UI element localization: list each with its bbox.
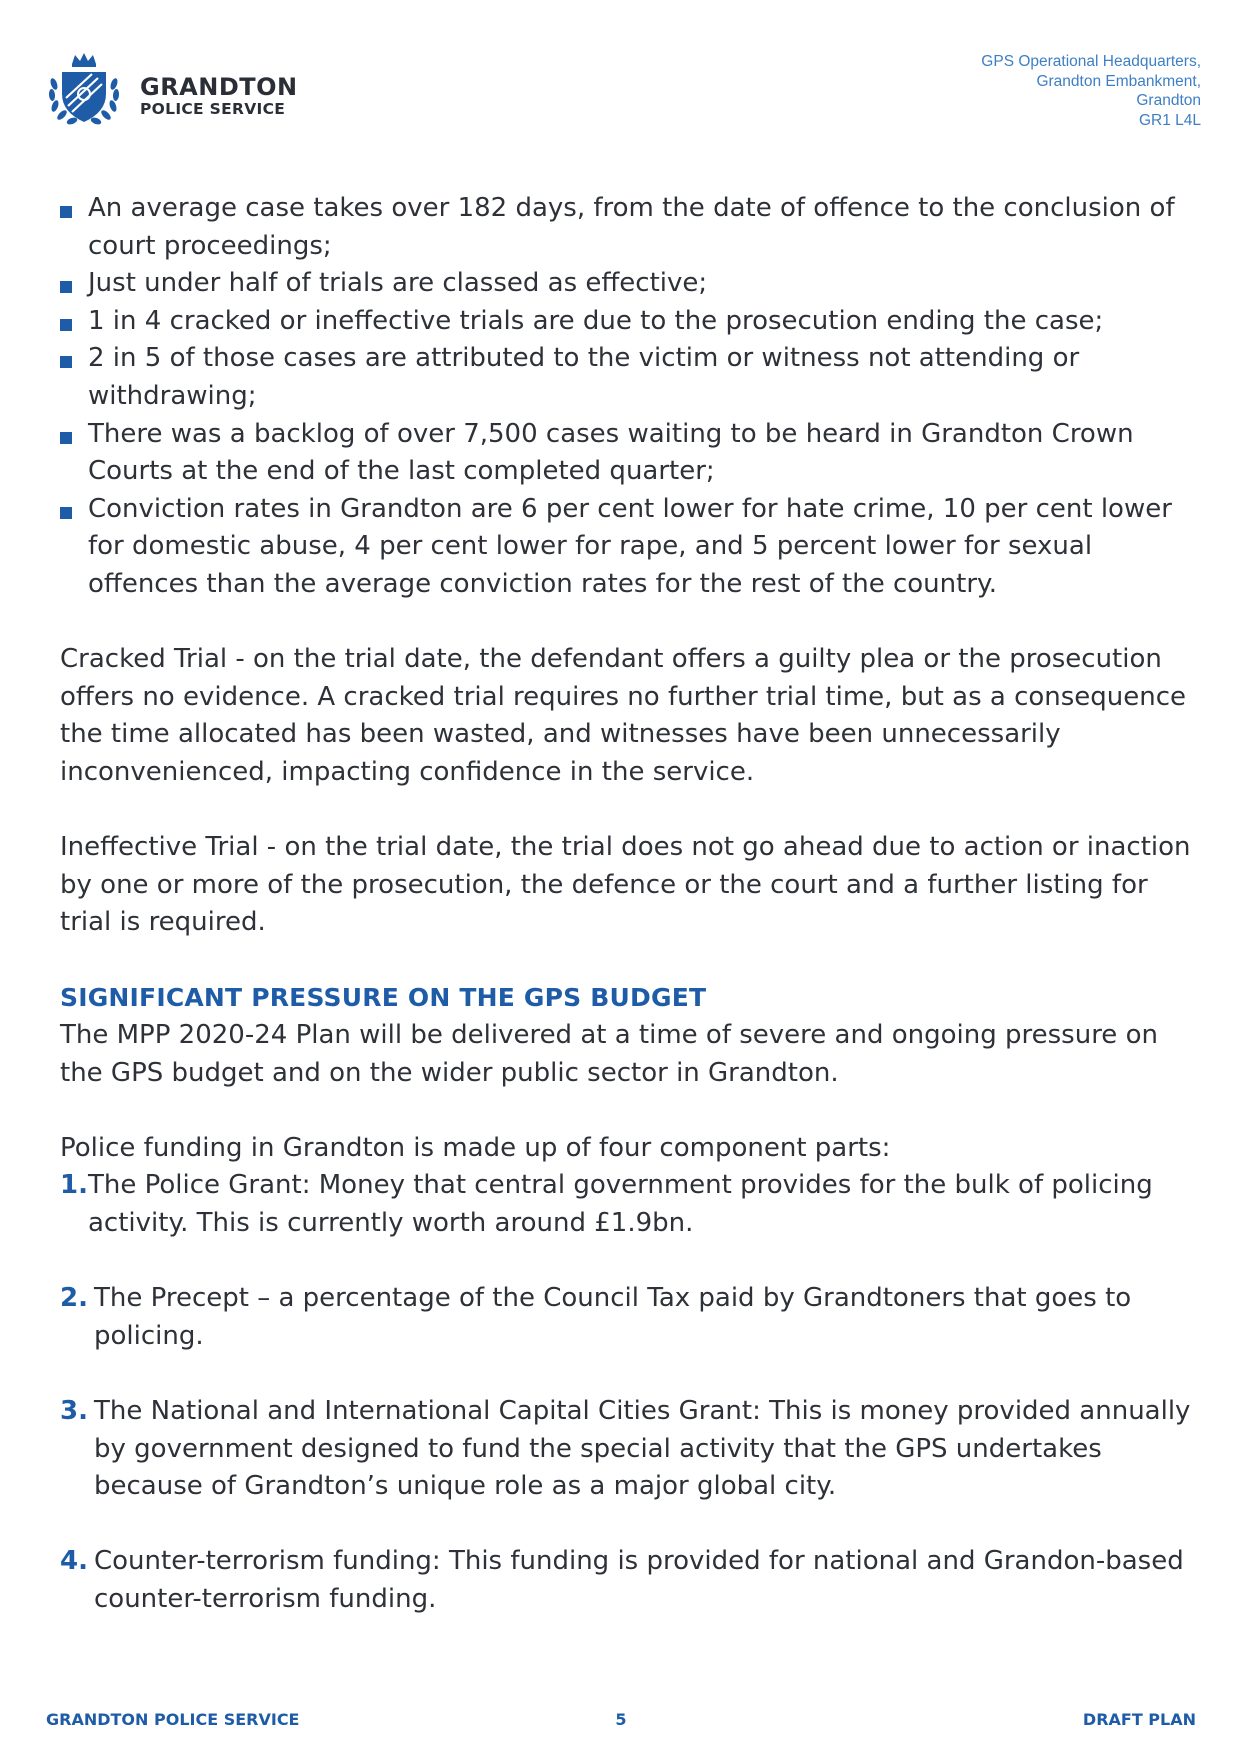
item-text: Counter-terrorism funding: This funding is provided for national and Grandon-based counter-terrorism funding. bbox=[94, 1546, 1184, 1614]
logo-wordmark bbox=[140, 74, 298, 118]
section-heading: SIGNIFICANT PRESSURE ON THE GPS BUDGET bbox=[60, 983, 707, 1013]
logo-line1: GRANDTON bbox=[140, 73, 298, 101]
funding-item bbox=[60, 1167, 1200, 1242]
header-logo bbox=[44, 50, 324, 130]
statistics-list bbox=[60, 190, 1200, 604]
item-number: 1. bbox=[60, 1170, 88, 1201]
bullet-square-icon bbox=[60, 356, 72, 368]
address-line: GR1 L4L bbox=[1138, 111, 1201, 129]
section-intro: The MPP 2020-24 Plan will be delivered at a time of severe and ongoing pressure on the GPS budget and on the wider public sector in Grandton. bbox=[60, 1020, 1158, 1088]
funding-lead: Police funding in Grandton is made up of four component parts: bbox=[60, 1132, 891, 1163]
page-body bbox=[60, 190, 1200, 1619]
item-number: 2. bbox=[60, 1283, 88, 1314]
bullet-square-icon bbox=[60, 206, 72, 218]
item-text: The National and International Capital Cities Grant: This is money provided annually by government designed to fund the special activity that the GPS undertakes because of Grandton’s unique role as a major global city. bbox=[94, 1396, 1191, 1502]
bullet-square-icon bbox=[60, 281, 72, 293]
funding-item bbox=[60, 1393, 1200, 1506]
funding-item bbox=[60, 1280, 1200, 1355]
list-item: Conviction rates in Grandton are 6 per cent lower for hate crime, 10 per cent lower for domestic abuse, 4 per cent lower for rape, and 5 percent lower for sexual offences than the average conviction rates for the rest of the country. bbox=[60, 491, 1200, 604]
bullet-square-icon bbox=[60, 432, 72, 444]
footer-organisation: GRANDTON POLICE SERVICE bbox=[46, 1710, 300, 1729]
item-number: 4. bbox=[60, 1546, 88, 1577]
list-item: 1 in 4 cracked or ineffective trials are due to the prosecution ending the case; bbox=[60, 303, 1200, 341]
list-item: 2 in 5 of those cases are attributed to the victim or witness not attending or withdrawing; bbox=[60, 340, 1200, 415]
address-line: Grandton bbox=[1136, 92, 1201, 109]
item-number: 3. bbox=[60, 1396, 88, 1426]
cracked-trial-definition: Cracked Trial - on the trial date, the defendant offers a guilty plea or the prosecution offers no evidence. A cracked trial requires no further trial time, but as a consequence the time allocated has been wasted, and witnesses have been unnecessarily inconvenienced, impacting confidence in the service. bbox=[60, 644, 1187, 787]
item-text: The Precept – a percentage of the Council Tax paid by Grandtoners that goes to policing. bbox=[94, 1283, 1132, 1351]
list-item: An average case takes over 182 days, from the date of offence to the conclusion of court proceedings; bbox=[60, 190, 1200, 265]
logo-line2: POLICE SERVICE bbox=[140, 100, 286, 118]
bullet-square-icon bbox=[60, 319, 72, 331]
bullet-square-icon bbox=[60, 507, 72, 519]
page-number: 5 bbox=[615, 1710, 627, 1729]
police-crest-icon bbox=[44, 50, 124, 130]
funding-item bbox=[60, 1543, 1200, 1618]
footer-document-status: DRAFT PLAN bbox=[1082, 1710, 1196, 1729]
list-item: Just under half of trials are classed as effective; bbox=[60, 265, 1200, 303]
list-item: There was a backlog of over 7,500 cases waiting to be heard in Grandton Crown Courts at the end of the last completed quarter; bbox=[60, 416, 1200, 491]
address-line: Grandton Embankment, bbox=[1036, 72, 1201, 90]
address-line: GPS Operational Headquarters, bbox=[981, 53, 1201, 70]
hq-address bbox=[981, 52, 1201, 130]
ineffective-trial-definition: Ineffective Trial - on the trial date, the trial does not go ahead due to action or inaction by one or more of the prosecution, the defence or the court and a further listing for trial is required. bbox=[60, 832, 1191, 938]
item-text: The Police Grant: Money that central government provides for the bulk of policing activity. This is currently worth around £1.9bn. bbox=[88, 1170, 1153, 1239]
page-footer bbox=[46, 1710, 1196, 1732]
